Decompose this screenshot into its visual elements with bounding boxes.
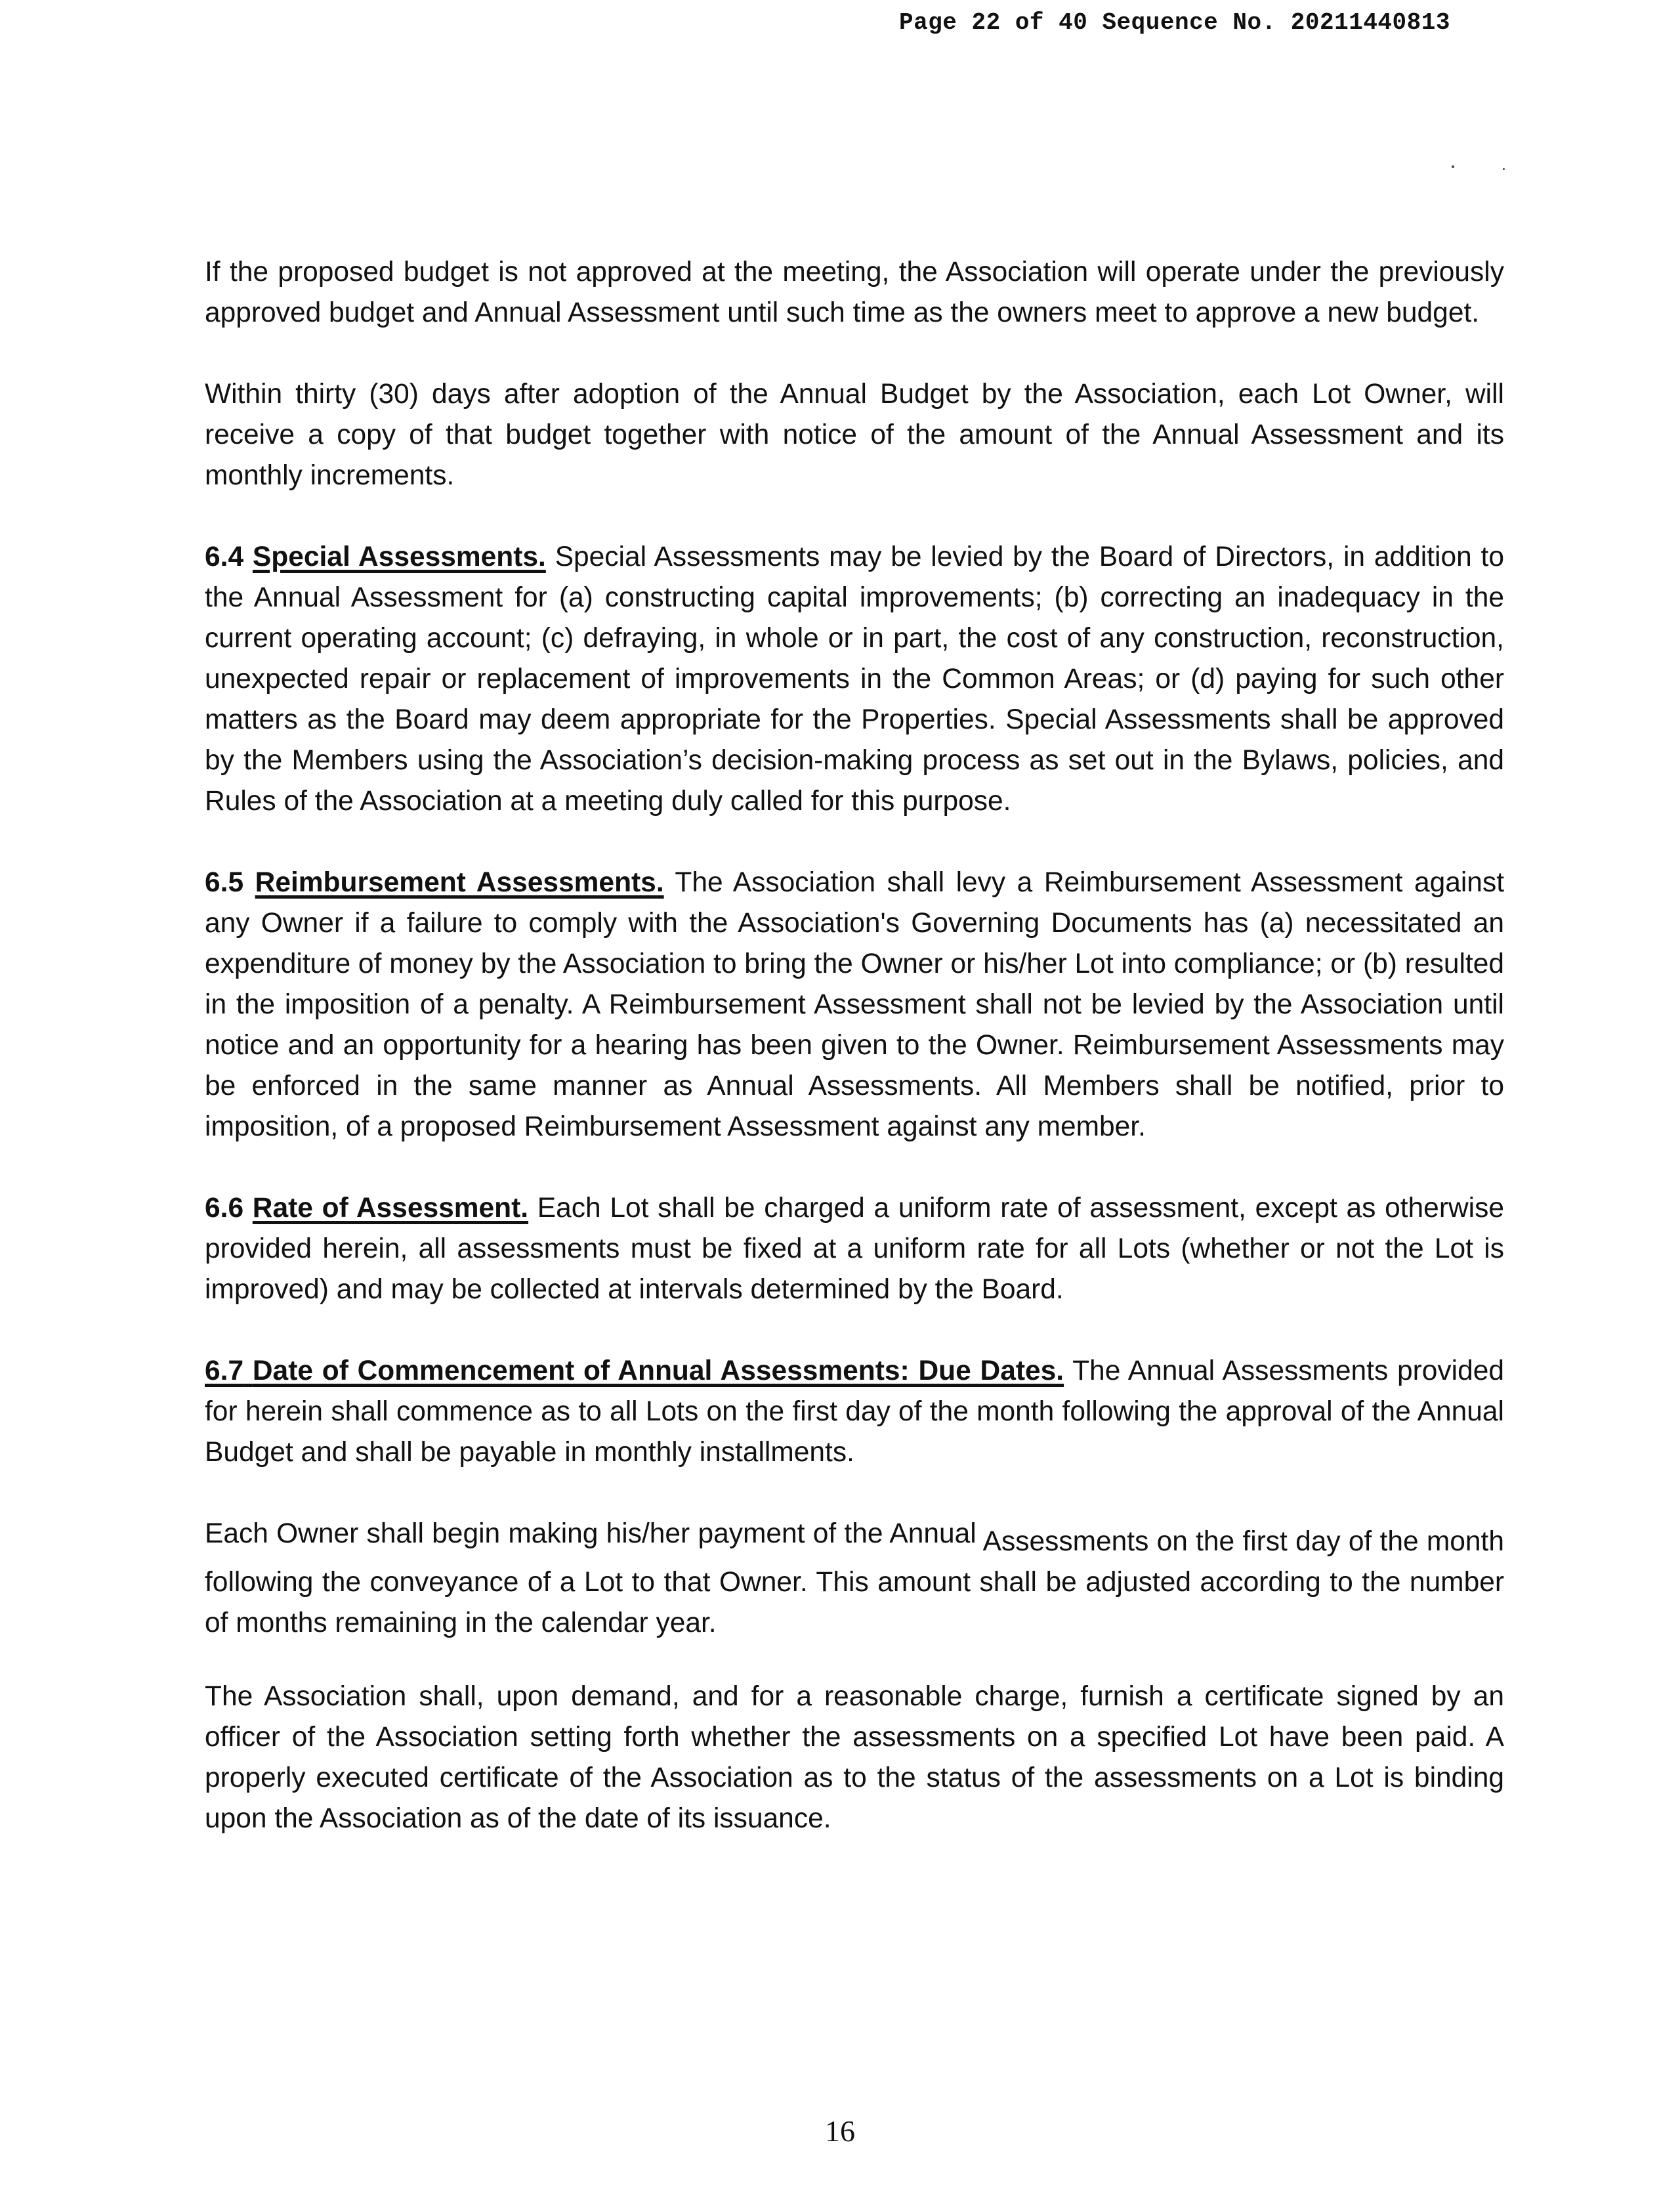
page-sequence-stamp: Page 22 of 40 Sequence No. 20211440813 xyxy=(899,9,1450,36)
section-6-5-reimbursement-assessments xyxy=(205,863,1504,1147)
section-text: The Association shall levy a Reimbursement Assessment against any Owner if a failure to comply with the Association's Governing Documents has (a) necessitated an expenditure of money by the Association to bring the Owner or his/her Lot into compliance; or (b) resulted in the imposition of a penalty. A Reimbursement Assessment shall not be levied by the Association until notice and an opportunity for a hearing has been given to the Owner. Reimbursement Assessments may be enforced in the same manner as Annual Assessments. All Members shall be notified, prior to imposition, of a proposed Reimbursement Assessment against any member. xyxy=(205,867,1505,1142)
paragraph-owner-payment-start xyxy=(205,1514,1504,1636)
paragraph-budget-copy-notice xyxy=(205,374,1504,496)
scan-speck xyxy=(1452,165,1454,168)
paragraph-assessment-certificate xyxy=(205,1676,1504,1839)
section-title xyxy=(243,1355,1064,1386)
section-title: Rate of Assessment. xyxy=(252,1193,529,1224)
section-number: 6.5 xyxy=(205,867,244,898)
paragraph-text-part-a: Each Owner shall begin making his/her payment of the Annual xyxy=(205,1518,976,1549)
section-title: Reimbursement Assessments. xyxy=(255,867,664,898)
section-text: Each Lot shall be charged a uniform rate of assessment, except as otherwise provided herein, all assessments must be fixed at a uniform rate for all Lots (whether or not the Lot is improved) and may be collected at intervals determined by the Board. xyxy=(205,1193,1504,1305)
scan-speck xyxy=(1503,168,1505,170)
section-number: 6.6 xyxy=(205,1193,244,1224)
section-text: The Annual Assessments provided for herein shall commence as to all Lots on the first day of the month following the approval of the Annual Budget and shall be payable in monthly installments. xyxy=(205,1355,1504,1468)
paragraph-text: If the proposed budget is not approved at the meeting, the Association will operate under the previously approved budget and Annual Assessment until such time as the owners meet to approve a new budget. xyxy=(205,257,1504,328)
section-text: Special Assessments may be levied by the Board of Directors, in addition to the Annual Assessment for (a) constructing capital improvements; (b) correcting an inadequacy in the current operating account; (c) defraying, in whole or in part, the cost of any construction, reconstruction, unexpected repair or replacement of improvements in the Common Areas; or (d) paying for such other matters as the Board may deem appropriate for the Properties. Special Assessments shall be approved by the Members using the Association’s decision-making process as set out in the Bylaws, policies, and Rules of the Association at a meeting duly called for this purpose. xyxy=(205,542,1504,817)
paragraph-text-part-b: Assessments on the first day of the month following the conveyance of a Lot to that Owner. This amount shall be adjusted according to the number of months remaining in the calendar year. xyxy=(205,1526,1504,1638)
document-body xyxy=(205,252,1504,1880)
section-6-6-rate-of-assessment xyxy=(205,1188,1504,1310)
paragraph-text: Within thirty (30) days after adoption of the Annual Budget by the Association, each Lot Owner, will receive a copy of that budget together with notice of the amount of the Annual Assessment and its monthly increments. xyxy=(205,379,1504,491)
section-title-text: Date of Commencement of Annual Assessments: Due Dates. xyxy=(252,1355,1064,1386)
section-number: 6.7 xyxy=(205,1355,244,1386)
page-number: 16 xyxy=(825,2114,855,2148)
section-title: Special Assessments. xyxy=(252,542,546,572)
paragraph-text: The Association shall, upon demand, and for a reasonable charge, furnish a certificate signed by an officer of the Association setting forth whether the assessments on a specified Lot have been paid. A properly executed certificate of the Association as to the status of the assessments on a Lot is binding upon the Association as of the date of its issuance. xyxy=(205,1681,1504,1834)
section-number: 6.4 xyxy=(205,542,244,572)
section-6-4-special-assessments xyxy=(205,537,1504,822)
section-6-7-commencement-due-dates xyxy=(205,1351,1504,1473)
paragraph-budget-not-approved xyxy=(205,252,1504,333)
